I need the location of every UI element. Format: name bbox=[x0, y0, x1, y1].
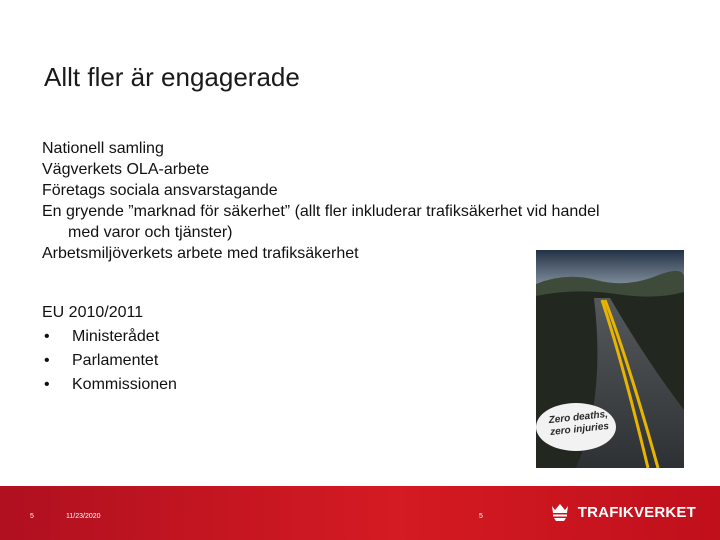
eu-item-label: Kommissionen bbox=[72, 376, 177, 393]
body-text bbox=[42, 138, 682, 264]
body-line: Arbetsmiljöverkets arbete med trafiksäkerhet bbox=[42, 245, 359, 262]
sign-line: Zero deaths, bbox=[548, 408, 609, 427]
eu-list-item bbox=[42, 325, 177, 349]
body-line: En gryende ”marknad för säkerhet” (allt fler inkluderar trafiksäkerhet vid handel bbox=[42, 203, 600, 220]
page-number-center: 5 bbox=[479, 513, 483, 520]
eu-item-label: Parlamentet bbox=[72, 352, 159, 369]
logo-text: TRAFIKVERKET bbox=[577, 503, 696, 521]
slide-date: 11/23/2020 bbox=[66, 513, 101, 520]
body-line-continued: med varor och tjänster) bbox=[68, 224, 233, 241]
bullet-icon: • bbox=[44, 376, 50, 393]
eu-list-item bbox=[42, 373, 177, 397]
page-number-left: 5 bbox=[30, 513, 34, 520]
eu-item-label: Ministerådet bbox=[72, 328, 160, 345]
trafikverket-logo bbox=[548, 500, 696, 524]
footer-bar bbox=[0, 486, 720, 540]
eu-list-item bbox=[42, 349, 177, 373]
body-line: Vägverkets OLA-arbete bbox=[42, 161, 210, 178]
eu-heading: EU 2010/2011 bbox=[42, 304, 144, 321]
bullet-icon: • bbox=[44, 352, 50, 369]
sign-line: zero injuries bbox=[549, 420, 610, 439]
eu-section bbox=[42, 301, 177, 397]
bullet-icon: • bbox=[44, 328, 50, 345]
trafikverket-crown-icon bbox=[548, 500, 572, 524]
body-line: Företags sociala ansvarstagande bbox=[42, 182, 278, 199]
road-photo bbox=[536, 250, 684, 468]
body-line: Nationell samling bbox=[42, 140, 164, 157]
page-title: Allt fler är engagerade bbox=[44, 62, 300, 92]
